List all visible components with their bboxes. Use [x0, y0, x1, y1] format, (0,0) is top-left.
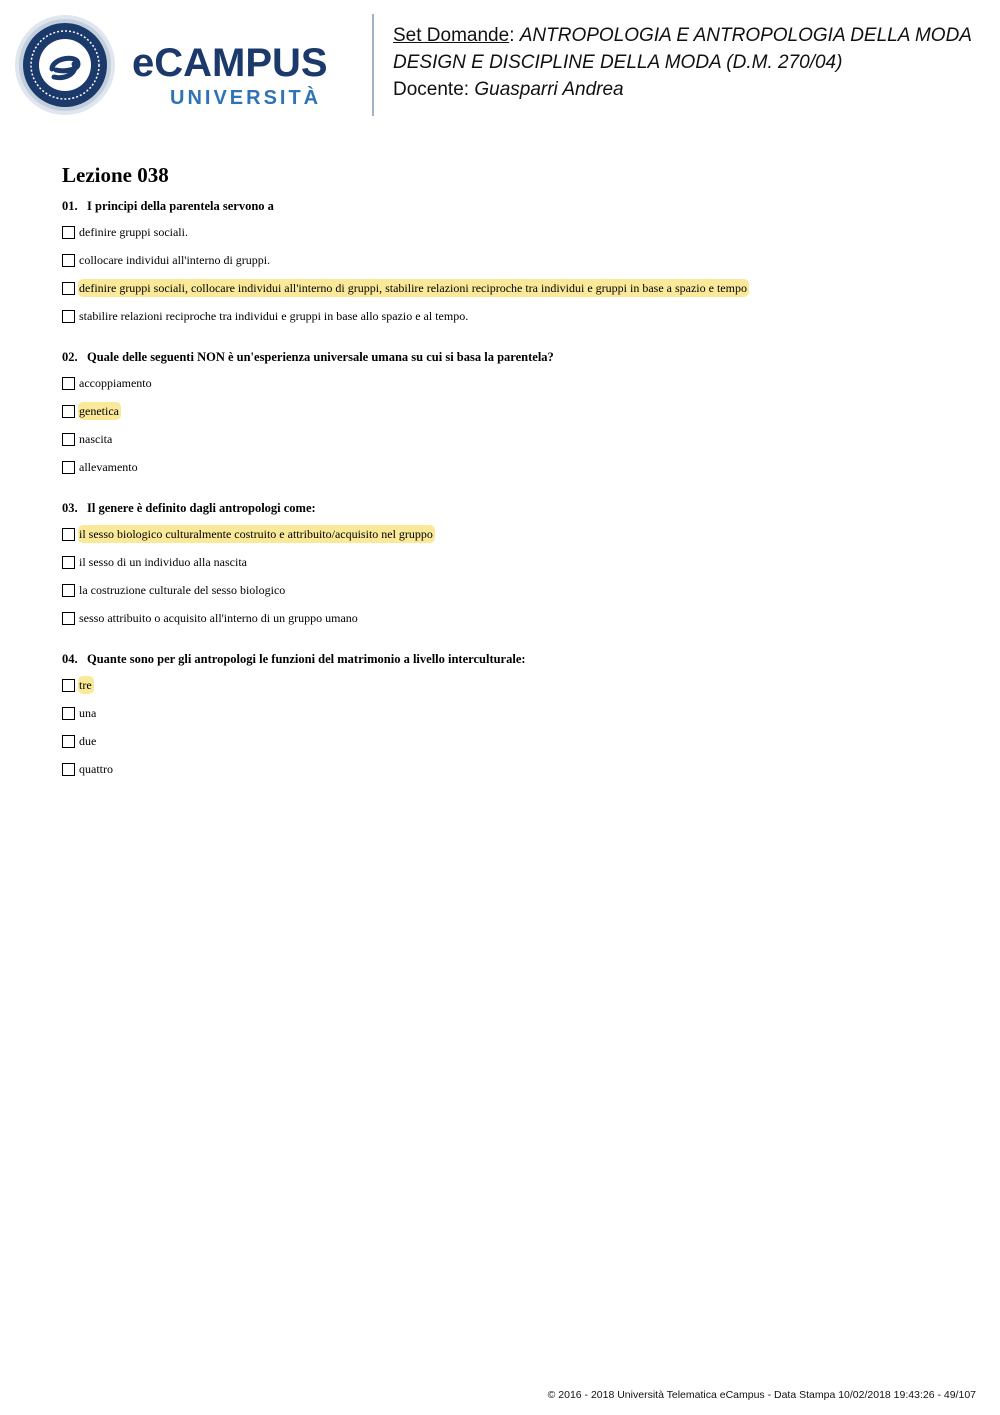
- docente-name: Guasparri Andrea: [474, 79, 624, 100]
- answer-option[interactable]: [62, 760, 115, 778]
- answer-checkbox[interactable]: [62, 254, 75, 267]
- question-number: 01.: [62, 199, 78, 213]
- answer-text-highlighted: genetica: [79, 404, 119, 418]
- answer-text: stabilire relazioni reciproche tra individui e gruppi in base allo spazio e al tempo.: [79, 309, 469, 323]
- answer-option[interactable]: [62, 609, 360, 627]
- answer-option[interactable]: [62, 374, 154, 392]
- answer-checkbox[interactable]: [62, 707, 75, 720]
- set-title-line1: ANTROPOLOGIA E ANTROPOLOGIA DELLA MODA: [519, 25, 972, 46]
- answer-option-correct[interactable]: [62, 402, 121, 420]
- answer-text-highlighted: definire gruppi sociali, collocare individui all'interno di gruppi, stabilire relazioni reciproche tra individui e gruppi in base a spazio e tempo: [79, 281, 747, 295]
- answer-option-correct[interactable]: [62, 525, 435, 543]
- answer-checkbox[interactable]: [62, 679, 75, 692]
- header-divider: [372, 14, 374, 116]
- page-header: [0, 0, 1000, 130]
- answer-option[interactable]: [62, 581, 287, 599]
- answer-option-correct[interactable]: [62, 279, 749, 297]
- answer-text: sesso attribuito o acquisito all'interno di un gruppo umano: [79, 611, 358, 625]
- header-info: Set Domande: ANTROPOLOGIA E ANTROPOLOGIA DELLA MODA DESIGN E DISCIPLINE DELLA MODA (D.M. 270/04) Docente: Guasparri Andrea: [393, 25, 972, 100]
- answer-text: nascita: [79, 432, 113, 446]
- question-number: 03.: [62, 501, 78, 515]
- question-02: [62, 349, 554, 365]
- answer-checkbox[interactable]: [62, 433, 75, 446]
- answer-checkbox[interactable]: [62, 612, 75, 625]
- question-text: I principi della parentela servono a: [87, 199, 274, 213]
- answer-text: collocare individui all'interno di gruppi.: [79, 253, 271, 267]
- university-seal-logo: [14, 14, 116, 116]
- answer-text: definire gruppi sociali.: [79, 225, 188, 239]
- answer-option[interactable]: [62, 251, 272, 269]
- answer-text: due: [79, 734, 97, 748]
- question-text: Quale delle seguenti NON è un'esperienza universale umana su cui si basa la parentela?: [87, 350, 554, 364]
- logo-subtext: UNIVERSITÀ: [170, 87, 322, 109]
- answer-checkbox[interactable]: [62, 763, 75, 776]
- answer-text: una: [79, 706, 97, 720]
- answer-text: la costruzione culturale del sesso biologico: [79, 583, 286, 597]
- answer-checkbox[interactable]: [62, 584, 75, 597]
- question-number: 02.: [62, 350, 78, 364]
- question-03: [62, 500, 316, 516]
- question-text: Il genere è definito dagli antropologi come:: [87, 501, 316, 515]
- answer-checkbox[interactable]: [62, 310, 75, 323]
- question-number: 04.: [62, 652, 78, 666]
- answer-checkbox[interactable]: [62, 735, 75, 748]
- logo-text: eCAMPUS: [132, 41, 328, 85]
- answer-checkbox[interactable]: [62, 377, 75, 390]
- answer-option[interactable]: [62, 458, 140, 476]
- answer-option[interactable]: [62, 223, 190, 241]
- answer-option[interactable]: [62, 704, 98, 722]
- answer-text: accoppiamento: [79, 376, 152, 390]
- page-footer: © 2016 - 2018 Università Telematica eCampus - Data Stampa 10/02/2018 19:43:26 - 49/107: [547, 1389, 976, 1401]
- answer-checkbox[interactable]: [62, 405, 75, 418]
- answer-checkbox[interactable]: [62, 282, 75, 295]
- answer-checkbox[interactable]: [62, 556, 75, 569]
- question-text: Quante sono per gli antropologi le funzioni del matrimonio a livello interculturale:: [87, 652, 526, 666]
- answer-option[interactable]: [62, 553, 249, 571]
- ecampus-wordmark: [132, 40, 357, 112]
- answer-text-highlighted: il sesso biologico culturalmente costruito e attribuito/acquisito nel gruppo: [79, 527, 433, 541]
- question-01: [62, 198, 274, 214]
- answer-option-correct[interactable]: [62, 676, 94, 694]
- answer-checkbox[interactable]: [62, 528, 75, 541]
- answer-checkbox[interactable]: [62, 461, 75, 474]
- set-title-line2: DESIGN E DISCIPLINE DELLA MODA (D.M. 270/04): [393, 52, 843, 73]
- lesson-title: Lezione 038: [62, 163, 169, 187]
- answer-text: il sesso di un individuo alla nascita: [79, 555, 247, 569]
- docente-label: Docente: [393, 79, 464, 100]
- answer-checkbox[interactable]: [62, 226, 75, 239]
- question-04: [62, 651, 526, 667]
- answer-text: allevamento: [79, 460, 138, 474]
- answer-text: quattro: [79, 762, 113, 776]
- set-label: Set Domande: [393, 25, 510, 46]
- answer-text-highlighted: tre: [79, 678, 92, 692]
- answer-option[interactable]: [62, 732, 98, 750]
- answer-option[interactable]: [62, 430, 114, 448]
- answer-option[interactable]: [62, 307, 470, 325]
